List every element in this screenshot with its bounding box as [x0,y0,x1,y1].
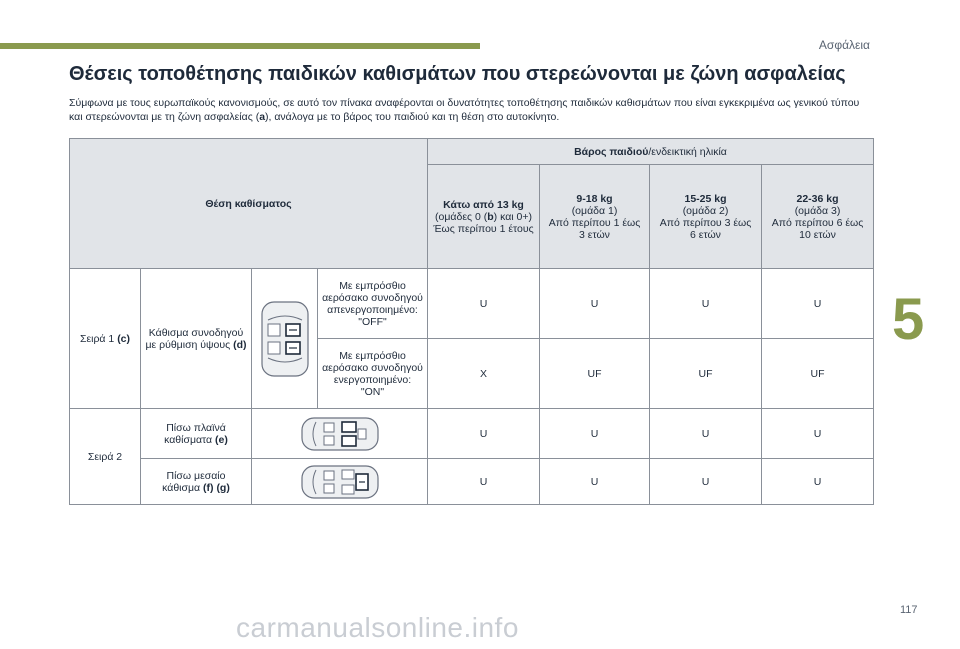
cell-value: U [428,459,540,505]
cell-value: UF [650,339,762,409]
page-title: Θέσεις τοποθέτησης παιδικών καθισμάτων που στερεώνονται με ζώνη ασφαλείας [69,63,846,85]
watermark: carmanualsonline.info [236,612,519,643]
car-rear-outer-seats-icon [300,414,380,454]
intro-line-1: Σύμφωνα με τους ευρωπαϊκούς κανονισμούς, σε αυτό τον πίνακα αναφέρονται οι δυνατότητες τοποθέτησης παιδικών καθισμάτων που είναι εγκεκριμένα ως γενικού τύπου [69,97,860,109]
intro-paragraph [69,96,879,124]
cell-value: U [540,269,650,339]
child-seat-table [69,138,874,505]
cell-value: X [428,339,540,409]
header-accent-bar [0,43,480,49]
row-1-airbag-off: Με εμπρόσθιο αερόσακο συνοδηγού απενεργοποιημένο: "OFF" [318,269,428,339]
column-header-group-2: 15-25 kg (ομάδα 2) Από περίπου 3 έως 6 ετών [650,165,762,269]
cell-value: U [428,409,540,459]
row-1-seat: Κάθισμα συνοδηγού με ρύθμιση ύψους (d) [141,269,252,409]
weight-header: Βάρος παιδιού/ενδεικτική ηλικία [428,139,874,165]
intro-ref-a: a [259,111,266,123]
cell-value: U [428,269,540,339]
car-front-passenger-icon [256,300,314,378]
row-2-outer-seats: Πίσω πλαϊνά καθίσματα (e) [141,409,252,459]
cell-value: U [762,269,874,339]
intro-line-2-end: ), ανάλογα με το βάρος του παιδιού και τη θέση στο αυτοκίνητο. [265,111,560,123]
cell-value: UF [540,339,650,409]
cell-value: U [650,409,762,459]
chapter-number: 5 [892,287,925,352]
cell-value: U [540,409,650,459]
cell-value: U [762,409,874,459]
column-header-group-1: 9-18 kg (ομάδα 1) Από περίπου 1 έως 3 ετών [540,165,650,269]
row-1-label: Σειρά 1 (c) [70,269,141,409]
row-1-car-diagram [252,269,318,409]
section-title: Ασφάλεια [818,38,870,52]
row-2-middle-seat: Πίσω μεσαίο κάθισμα (f) (g) [141,459,252,505]
cell-value: U [650,459,762,505]
row-2-outer-car-diagram [252,409,428,459]
row-2-middle-car-diagram [252,459,428,505]
row-2-label: Σειρά 2 [70,409,141,505]
row-1-airbag-on: Με εμπρόσθιο αερόσακο συνοδηγού ενεργοποιημένο: "ON" [318,339,428,409]
column-header-group-3: 22-36 kg (ομάδα 3) Από περίπου 6 έως 10 ετών [762,165,874,269]
car-rear-middle-seat-icon [300,462,380,502]
page-number: 117 [900,604,918,616]
cell-value: U [540,459,650,505]
intro-line-2-start: και στερεώνονται με τη ζώνη ασφαλείας ( [69,111,260,123]
cell-value: U [650,269,762,339]
cell-value: U [762,459,874,505]
cell-value: UF [762,339,874,409]
seat-position-header: Θέση καθίσματος [70,139,428,269]
column-header-group-0: Κάτω από 13 kg (ομάδες 0 (b) και 0+) Έως περίπου 1 έτους [428,165,540,269]
